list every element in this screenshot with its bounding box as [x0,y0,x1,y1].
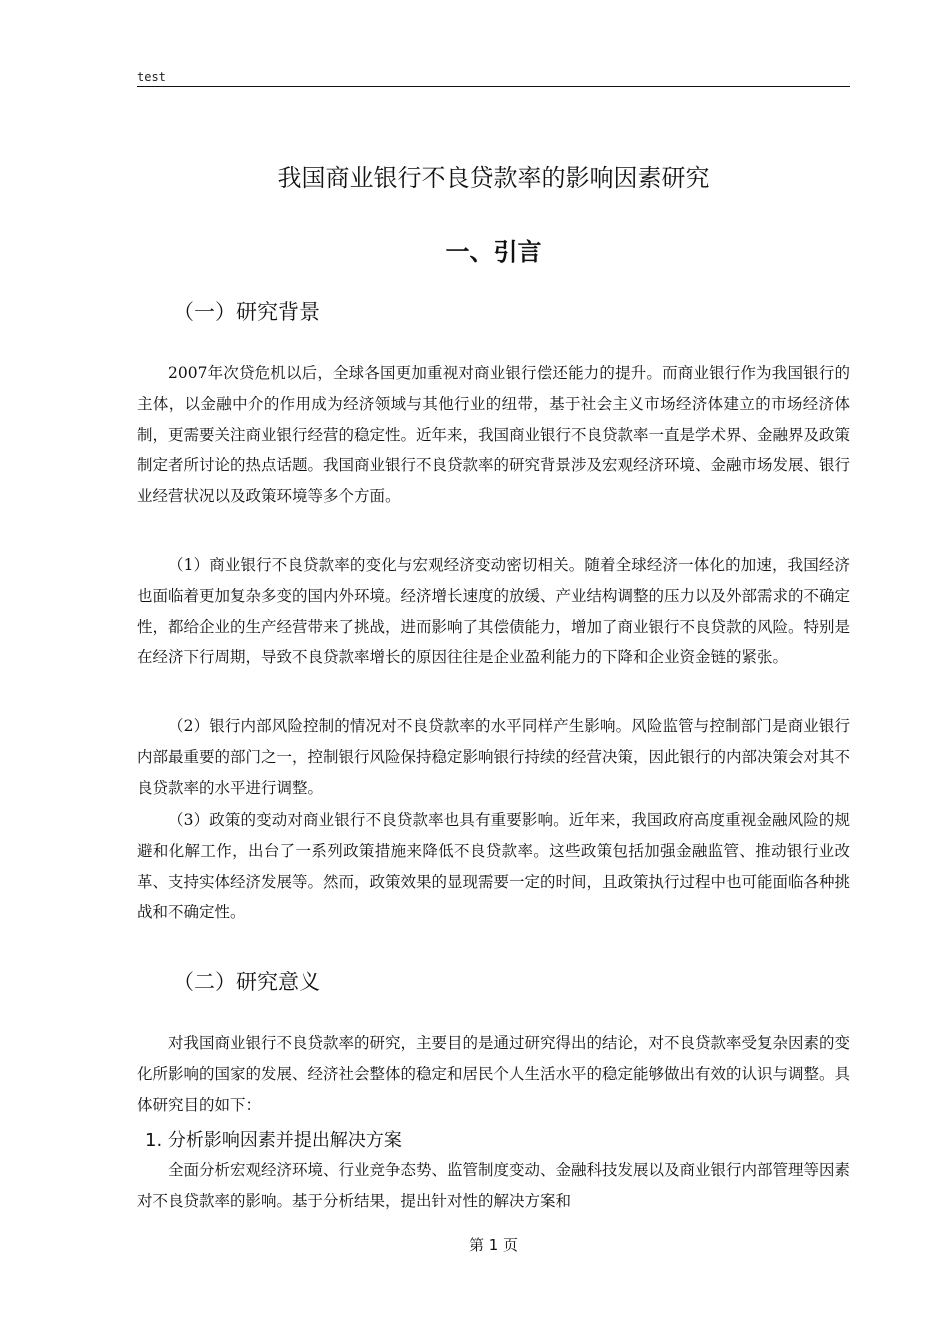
body-paragraph: 2007年次贷危机以后，全球各国更加重视对商业银行偿还能力的提升。而商业银行作为我国银行的主体，以金融中介的作用成为经济领域与其他行业的纽带，基于社会主义市场经济体建立的市场经济体制，更需要关注商业银行经营的稳定性。近年来，我国商业银行不良贷款率一直是学术界、金融界及政策制定者所讨论的热点话题。我国商业银行不良贷款率的研究背景涉及宏观经济环境、金融市场发展、银行业经营状况以及政策环境等多个方面。 [137,364,851,506]
document-title: 我国商业银行不良贷款率的影响因素研究 [277,164,710,192]
body-paragraph: （2）银行内部风险控制的情况对不良贷款率的水平同样产生影响。风险监管与控制部门是商业银行内部最重要的部门之一，控制银行风险保持稳定影响银行持续的经营决策，因此银行的内部决策会对其不良贷款率的水平进行调整。 [137,717,851,797]
body-paragraph: （1）商业银行不良贷款率的变化与宏观经济变动密切相关。随着全球经济一体化的加速，我国经济也面临着更加复杂多变的国内外环境。经济增长速度的放缓、产业结构调整的压力以及外部需求的不确定性，都给企业的生产经营带来了挑战，进而影响了其偿债能力，增加了商业银行不良贷款的风险。特别是在经济下行周期，导致不良贷款率增长的原因往往是企业盈利能力的下降和企业资金链的紧张。 [137,556,851,667]
body-paragraph: （3）政策的变动对商业银行不良贷款率也具有重要影响。近年来，我国政府高度重视金融风险的规避和化解工作，出台了一系列政策措施来降低不良贷款率。这些政策包括加强金融监管、推动银行业改革、支持实体经济发展等。然而，政策效果的显现需要一定的时间，且政策执行过程中也可能面临各种挑战和不确定性。 [137,811,851,922]
section-title: 一、引言 [445,238,542,266]
subsection-heading-background: （一）研究背景 [173,300,320,324]
body-paragraph: 对我国商业银行不良贷款率的研究，主要目的是通过研究得出的结论，对不良贷款率受复杂因素的变化所影响的国家的发展、经济社会整体的稳定和居民个人生活水平的稳定能够做出有效的认识与调整。具体研究目的如下： [137,1034,851,1114]
running-header: test [137,70,166,84]
body-paragraph: 全面分析宏观经济环境、行业竞争态势、监管制度变动、金融科技发展以及商业银行内部管理等因素对不良贷款率的影响。基于分析结果，提出针对性的解决方案和 [137,1161,851,1210]
subsection-heading-significance: （二）研究意义 [173,970,320,994]
page-number: 第 1 页 [468,1236,519,1254]
header-rule [137,86,850,87]
numbered-heading: 1. 分析影响因素并提出解决方案 [145,1130,402,1151]
